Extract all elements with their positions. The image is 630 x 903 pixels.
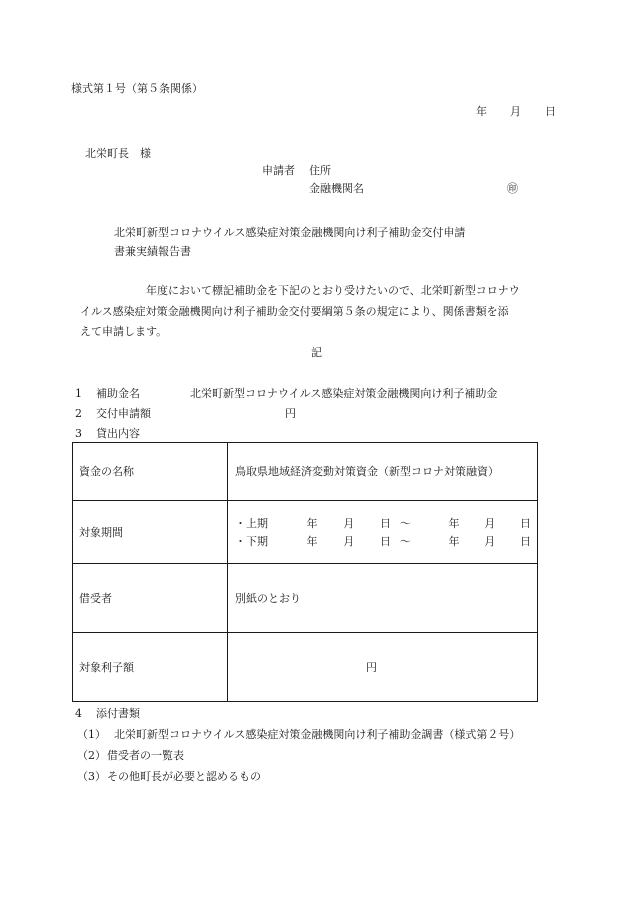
body-line3: えて申請します。 xyxy=(80,325,168,338)
attachment-1-number: （1） xyxy=(77,728,106,741)
date-day: 日 xyxy=(545,105,556,118)
period-first-half: ・上期 年 月 日 ～ 年 月 日 xyxy=(235,516,531,530)
period-value xyxy=(228,501,538,564)
ki-mark: 記 xyxy=(311,346,322,359)
fund-name-value: 鳥取県地域経済変動対策資金（新型コロナ対策融資） xyxy=(228,443,538,501)
document-title-line1: 北栄町新型コロナウイルス感染症対策金融機関向け利子補助金交付申請 xyxy=(114,226,466,239)
attachment-2-number: （2） xyxy=(77,749,106,762)
attachment-2-text: 借受者の一覧表 xyxy=(107,749,184,762)
interest-amount-value: 円 xyxy=(228,633,538,702)
item-1-number: 1 xyxy=(75,387,82,400)
applicant-label: 申請者 xyxy=(262,164,295,177)
applicant-address-label: 住所 xyxy=(309,164,331,177)
interest-amount-label: 対象利子額 xyxy=(73,633,228,702)
attachment-3-number: （3） xyxy=(77,770,106,783)
item-2-label: 交付申請額 xyxy=(96,407,151,420)
date-year: 年 xyxy=(476,105,487,118)
table-row xyxy=(73,443,538,501)
loan-details-table xyxy=(72,442,538,702)
item-1-value: 北栄町新型コロナウイルス感染症対策金融機関向け利子補助金 xyxy=(190,387,498,400)
item-2-number: 2 xyxy=(75,407,82,420)
item-2-value: 円 xyxy=(285,407,296,420)
attachment-1-text: 北栄町新型コロナウイルス感染症対策金融機関向け利子補助金調書（様式第２号） xyxy=(114,728,521,741)
item-3-label: 貸出内容 xyxy=(96,427,140,440)
applicant-bank-label: 金融機関名 xyxy=(309,182,364,195)
body-line2: イルス感染症対策金融機関向け利子補助金交付要綱第５条の規定により、関係書類を添 xyxy=(80,305,509,318)
addressee: 北栄町長 様 xyxy=(85,147,151,160)
attachments-number: 4 xyxy=(75,707,82,720)
table-row xyxy=(73,501,538,564)
borrower-label: 借受者 xyxy=(73,564,228,633)
date-month: 月 xyxy=(510,105,521,118)
period-second-half: ・下期 年 月 日 ～ 年 月 日 xyxy=(235,534,531,548)
body-line1: 年度において標記補助金を下記のとおり受けたいので、北栄町新型コロナウ xyxy=(146,284,520,297)
period-label: 対象期間 xyxy=(73,501,228,564)
item-1-label: 補助金名 xyxy=(96,387,140,400)
document-title-line2: 書兼実績報告書 xyxy=(114,245,191,258)
seal-mark: ㊞ xyxy=(507,182,518,195)
item-3-number: 3 xyxy=(75,427,82,440)
table-row xyxy=(73,564,538,633)
attachment-3-text: その他町長が必要と認めるもの xyxy=(107,770,261,783)
attachments-heading: 添付書類 xyxy=(96,707,140,720)
borrower-value: 別紙のとおり xyxy=(228,564,538,633)
table-row xyxy=(73,633,538,702)
form-number: 様式第１号（第５条関係） xyxy=(71,82,203,95)
fund-name-label: 資金の名称 xyxy=(73,443,228,501)
